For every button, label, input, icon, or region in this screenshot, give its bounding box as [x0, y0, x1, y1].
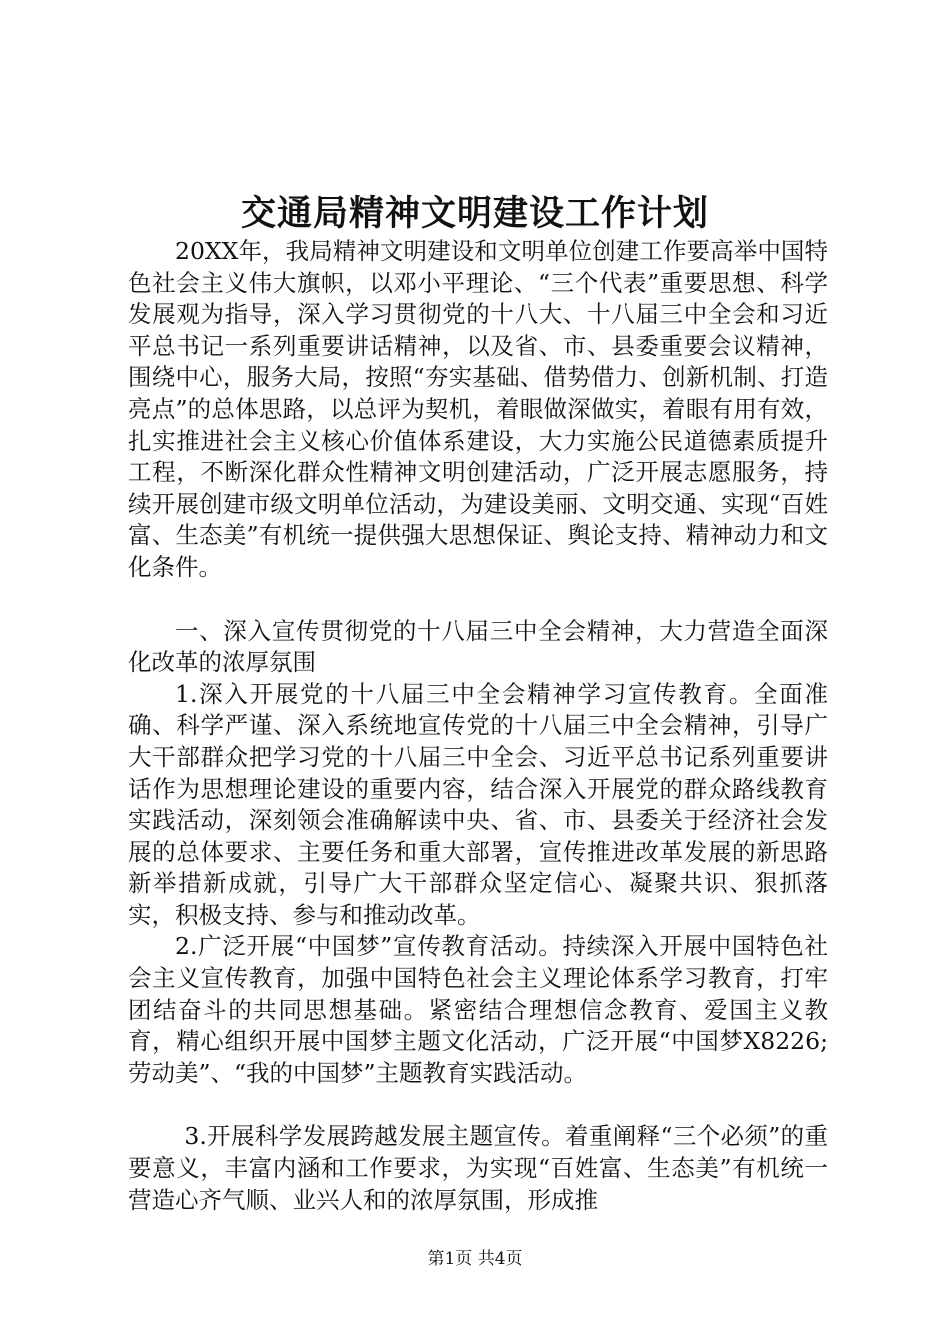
item-1-paragraph: 1.深入开展党的十八届三中全会精神学习宣传教育。全面准确、科学严谨、深入系统地宣传党的十八届三中全会精神，引导广大干部群众把学习党的十八届三中全会、习近平总书记系列重要讲话作为思想理论建设的重要内容，结合深入开展党的群众路线教育实践活动，深刻领会准确解读中央、省、市、县委关于经济社会发展的总体要求、主要任务和重大部署，宣传推进改革发展的新思路新举措新成就，引导广大干部群众坚定信心、凝聚共识、狠抓落实，积极支持、参与和推动改革。 — [128, 679, 828, 929]
document-title: 交通局精神文明建设工作计划 — [240, 193, 709, 234]
item-3-paragraph: 3.开展科学发展跨越发展主题宣传。着重阐释“三个必须”的重要意义，丰富内涵和工作要求，为实现“百姓富、生态美”有机统一营造心齐气顺、业兴人和的浓厚氛围，形成推 — [128, 1122, 828, 1214]
paragraph-spacer — [128, 584, 828, 616]
paragraph-spacer — [128, 1089, 828, 1121]
intro-paragraph: 20XX年，我局精神文明建设和文明单位创建工作要高举中国特色社会主义伟大旗帜，以邓小平理论、“三个代表”重要思想、科学发展观为指导，深入学习贯彻党的十八大、十八届三中全会和习近平总书记一系列重要讲话精神，以及省、市、县委重要会议精神，围绕中心，服务大局，按照“夯实基础、借势借力、创新机制、打造亮点”的总体思路，以总评为契机，着眼做深做实，着眼有用有效，扎实推进社会主义核心价值体系建设，大力实施公民道德素质提升工程，不断深化群众性精神文明创建活动，广泛开展志愿服务，持续开展创建市级文明单位活动，为建设美丽、文明交通、实现“百姓富、生态美”有机统一提供强大思想保证、舆论支持、精神动力和文化条件。 — [128, 237, 828, 581]
section-heading-1: 一、深入宣传贯彻党的十八届三中全会精神，大力营造全面深化改革的浓厚氛围 — [128, 616, 828, 677]
document-body — [128, 236, 828, 1216]
page-footer: 第1页 共4页 — [427, 1249, 523, 1269]
item-2-paragraph: 2.广泛开展“中国梦”宣传教育活动。持续深入开展中国特色社会主义宣传教育，加强中国特色社会主义理论体系学习教育，打牢团结奋斗的共同思想基础。紧密结合理想信念教育、爱国主义教育，精心组织开展中国梦主题文化活动，广泛开展“中国梦X8226;劳动美”、“我的中国梦”主题教育实践活动。 — [128, 932, 828, 1087]
